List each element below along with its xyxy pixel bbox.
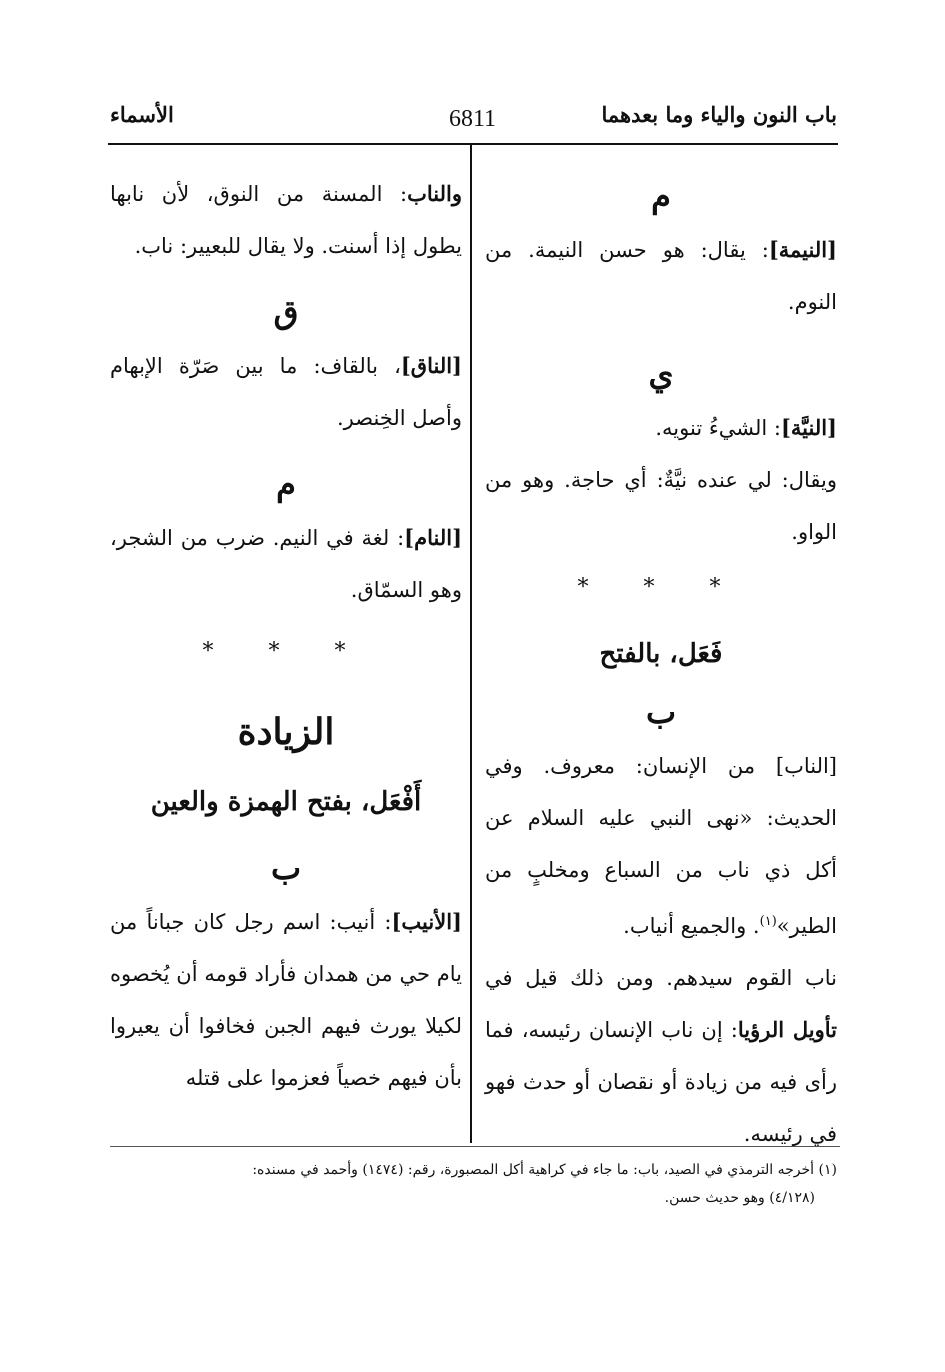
entry-text: ، بالقاف: ما بين صَرّة الإبهام وأصل الخِنصر. xyxy=(110,354,462,430)
entry-nima xyxy=(485,224,837,328)
section-title: فَعَل، بالفتح xyxy=(599,639,723,669)
letter-heading: ي xyxy=(648,355,674,393)
entry-niyya xyxy=(485,402,837,454)
letter-heading: ق xyxy=(273,293,299,331)
entry-term: [النام] xyxy=(404,525,462,550)
entry-naab xyxy=(110,168,462,272)
entry-text: من الإنسان: معروف. وفي الحديث: «نهى النبي عليه السلام عن أكل ذي ناب من السباع ومخلبٍ من الطير» xyxy=(485,754,837,938)
letter-heading: م xyxy=(276,465,296,503)
entry-text: : المسنة من النوق، لأن نابها يطول إذا أسنت. ولا يقال للبعيير: ناب. xyxy=(110,182,462,258)
section-separator: * * * xyxy=(577,575,745,600)
entry-text-tail: . والجميع أنياب. xyxy=(623,914,760,938)
footnote-rule xyxy=(110,1146,840,1147)
letter-heading: ب xyxy=(645,693,677,731)
entry-term: [النيمة] xyxy=(768,237,837,262)
right-column xyxy=(485,168,837,1160)
left-column xyxy=(110,168,462,1104)
entry-text: : يقال: هو حسن النيمة. من النوم. xyxy=(485,238,837,314)
entry-text: : أنيب: اسم رجل كان جباناً من يام حي من همدان فأراد قومه أن يُخصوه لكيلا يورث فيهم الجبن فخافوا أن يعيروا بأن فيهم خصياً فعزموا على قتله xyxy=(110,910,462,1090)
entry-nab xyxy=(485,740,837,952)
entry-nam xyxy=(110,512,462,616)
entry-text: ناب القوم سيدهم. ومن ذلك قيل في xyxy=(485,966,837,990)
section-title: أَفْعَل، بفتح الهمزة والعين xyxy=(150,787,422,817)
entry-naq xyxy=(110,340,462,444)
entry-term: والناب xyxy=(407,181,462,206)
entry-term: [النيَّة] xyxy=(780,415,837,440)
entry-text: : الشيءُ تنويه. xyxy=(655,416,781,440)
entry-nab-para2 xyxy=(485,952,837,1160)
header-rule xyxy=(108,143,838,145)
entry-term: [الأنيب] xyxy=(391,909,462,934)
entry-term: تأويل الرؤيا xyxy=(737,1017,837,1042)
entry-text: : لغة في النيم. ضرب من الشجر، وهو السمّاق. xyxy=(110,526,462,602)
entry-anib xyxy=(110,896,462,1104)
entry-niyya-more: ويقال: لي عنده نيَّةٌ: أي حاجة. وهو من الواو. xyxy=(485,468,837,544)
footnote-ref: (١) xyxy=(759,914,777,929)
footnote-line: (٤/١٢٨) وهو حديث حسن. xyxy=(664,1190,815,1206)
part-title: الزيادة xyxy=(237,711,335,753)
letter-heading: ب xyxy=(270,849,302,887)
footnote xyxy=(107,1156,837,1212)
section-separator: * * * xyxy=(202,639,370,664)
column-divider xyxy=(470,143,472,1143)
letter-heading: م xyxy=(651,177,671,215)
footnote-line: (١) أخرجه الترمذي في الصيد، باب: ما جاء في كراهية أكل المصبورة، رقم: (١٤٧٤) وأحمد في مسنده: xyxy=(252,1162,837,1178)
section-heading: الأسماء xyxy=(110,102,174,127)
entry-term: [الناق] xyxy=(400,353,462,378)
chapter-heading: باب النون والياء وما بعدهما xyxy=(601,102,837,127)
entry-term: [الناب] xyxy=(775,754,837,778)
entry-text: : إن ناب الإنسان رئيسه، فما رأى فيه من زيادة أو نقصان أو حدث فهو في رئيسه. xyxy=(485,1018,837,1146)
page-number: 6811 xyxy=(448,106,497,132)
